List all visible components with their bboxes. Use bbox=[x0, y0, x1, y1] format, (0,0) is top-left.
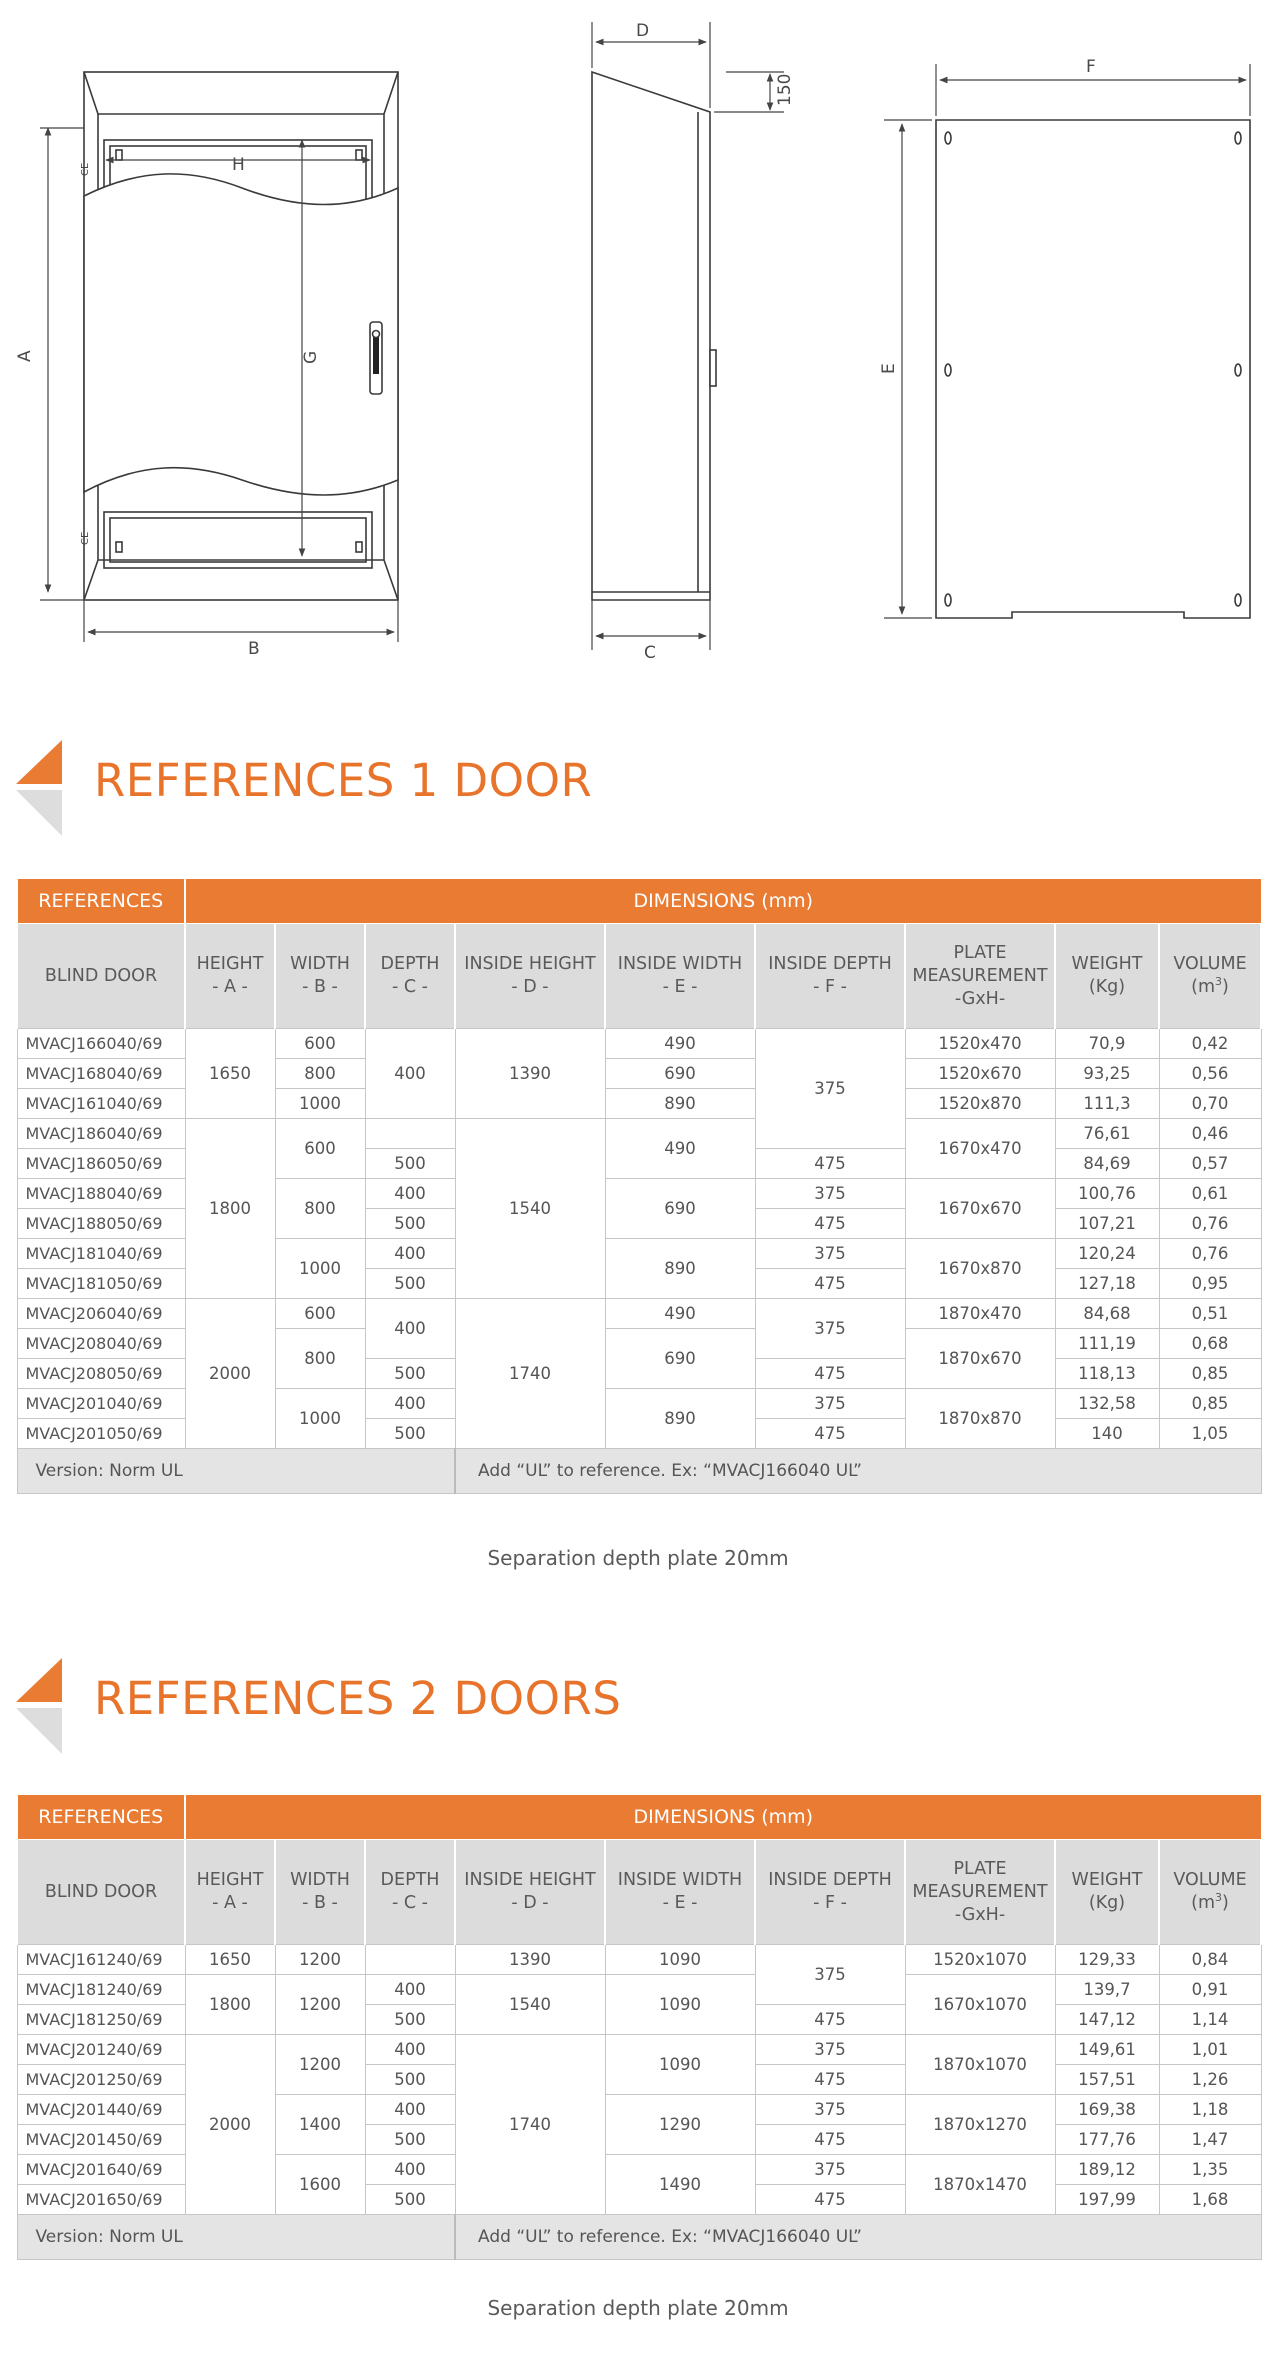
depth-cell: 400 bbox=[365, 1179, 455, 1209]
weight-cell: 107,21 bbox=[1055, 1209, 1159, 1239]
inside-depth-cell: 375 bbox=[755, 1029, 905, 1149]
weight-cell: 111,3 bbox=[1055, 1089, 1159, 1119]
width-cell: 1200 bbox=[275, 1975, 365, 2035]
depth-cell bbox=[365, 1119, 455, 1149]
plate-cell: 1870x1470 bbox=[905, 2155, 1055, 2215]
section-1-title: REFERENCES 1 DOOR bbox=[94, 754, 593, 807]
depth-cell: 500 bbox=[365, 2005, 455, 2035]
inside-height-cell: 1390 bbox=[455, 1945, 605, 1975]
dim-label-g: G bbox=[301, 350, 321, 364]
inside-depth-cell: 375 bbox=[755, 2035, 905, 2065]
inside-depth-cell: 475 bbox=[755, 1269, 905, 1299]
table-row bbox=[17, 1029, 1261, 1059]
dim-label-h: H bbox=[232, 155, 245, 175]
inside-depth-cell: 475 bbox=[755, 2185, 905, 2215]
dim-label-c: C bbox=[644, 643, 656, 663]
inside-width-cell: 1090 bbox=[605, 2035, 755, 2095]
width-cell: 1000 bbox=[275, 1239, 365, 1299]
inside-depth-cell: 375 bbox=[755, 2155, 905, 2185]
volume-cell: 0,76 bbox=[1159, 1209, 1261, 1239]
column-header: DEPTH - C - bbox=[365, 1840, 455, 1945]
depth-cell: 500 bbox=[365, 1419, 455, 1449]
svg-text:CE: CE bbox=[80, 162, 91, 176]
reference-cell: MVACJ188050/69 bbox=[17, 1209, 185, 1239]
weight-cell: 149,61 bbox=[1055, 2035, 1159, 2065]
reference-cell: MVACJ201040/69 bbox=[17, 1389, 185, 1419]
plate-cell: 1520x870 bbox=[905, 1089, 1055, 1119]
dim-label-150: 150 bbox=[775, 73, 795, 106]
weight-cell: 147,12 bbox=[1055, 2005, 1159, 2035]
weight-cell: 197,99 bbox=[1055, 2185, 1159, 2215]
inside-depth-cell: 475 bbox=[755, 2005, 905, 2035]
volume-cell: 0,95 bbox=[1159, 1269, 1261, 1299]
plate-cell: 1670x470 bbox=[905, 1119, 1055, 1179]
volume-cell: 1,14 bbox=[1159, 2005, 1261, 2035]
column-header: WIDTH - B - bbox=[275, 1840, 365, 1945]
table-column-header-row bbox=[17, 1840, 1261, 1945]
height-cell: 1650 bbox=[185, 1029, 275, 1119]
volume-cell: 1,01 bbox=[1159, 2035, 1261, 2065]
plate-cell: 1670x670 bbox=[905, 1179, 1055, 1239]
table-footer-row bbox=[17, 1449, 1261, 1494]
inside-depth-cell: 375 bbox=[755, 1299, 905, 1359]
table-column-header-row bbox=[17, 924, 1261, 1029]
separation-note-2: Separation depth plate 20mm bbox=[487, 2296, 789, 2320]
dim-label-e: E bbox=[879, 363, 899, 374]
dimensions-header-cell: DIMENSIONS (mm) bbox=[185, 1795, 1261, 1840]
inside-width-cell: 690 bbox=[605, 1329, 755, 1389]
weight-cell: 84,69 bbox=[1055, 1149, 1159, 1179]
reference-cell: MVACJ181050/69 bbox=[17, 1269, 185, 1299]
weight-cell: 118,13 bbox=[1055, 1359, 1159, 1389]
weight-cell: 100,76 bbox=[1055, 1179, 1159, 1209]
reference-cell: MVACJ201450/69 bbox=[17, 2125, 185, 2155]
table-row bbox=[17, 1975, 1261, 2005]
depth-cell: 400 bbox=[365, 1029, 455, 1119]
reference-cell: MVACJ188040/69 bbox=[17, 1179, 185, 1209]
weight-cell: 84,68 bbox=[1055, 1299, 1159, 1329]
inside-depth-cell: 375 bbox=[755, 1945, 905, 2005]
svg-text:CE: CE bbox=[80, 531, 91, 545]
weight-cell: 139,7 bbox=[1055, 1975, 1159, 2005]
width-cell: 1000 bbox=[275, 1089, 365, 1119]
column-header: INSIDE DEPTH - F - bbox=[755, 1840, 905, 1945]
inside-height-cell: 1390 bbox=[455, 1029, 605, 1119]
reference-cell: MVACJ181250/69 bbox=[17, 2005, 185, 2035]
inside-width-cell: 1490 bbox=[605, 2155, 755, 2215]
table-row bbox=[17, 2035, 1261, 2065]
inside-depth-cell: 475 bbox=[755, 1359, 905, 1389]
column-header: BLIND DOOR bbox=[17, 924, 185, 1029]
weight-cell: 93,25 bbox=[1055, 1059, 1159, 1089]
section-2-title: REFERENCES 2 DOORS bbox=[94, 1672, 622, 1725]
plate-cell: 1670x1070 bbox=[905, 1975, 1055, 2035]
width-cell: 1200 bbox=[275, 1945, 365, 1975]
reference-cell: MVACJ161240/69 bbox=[17, 1945, 185, 1975]
column-header: INSIDE WIDTH - E - bbox=[605, 1840, 755, 1945]
depth-cell: 500 bbox=[365, 2125, 455, 2155]
inside-width-cell: 690 bbox=[605, 1059, 755, 1089]
back-view-drawing bbox=[936, 120, 1250, 618]
depth-cell: 400 bbox=[365, 1299, 455, 1359]
width-cell: 1200 bbox=[275, 2035, 365, 2095]
dimensions-header-cell: DIMENSIONS (mm) bbox=[185, 879, 1261, 924]
height-cell: 1800 bbox=[185, 1975, 275, 2035]
reference-cell: MVACJ168040/69 bbox=[17, 1059, 185, 1089]
column-header: DEPTH - C - bbox=[365, 924, 455, 1029]
references-header-cell: REFERENCES bbox=[17, 1795, 185, 1840]
volume-cell: 0,84 bbox=[1159, 1945, 1261, 1975]
inside-height-cell: 1540 bbox=[455, 1975, 605, 2035]
depth-cell: 500 bbox=[365, 1209, 455, 1239]
plate-cell: 1520x1070 bbox=[905, 1945, 1055, 1975]
depth-cell: 400 bbox=[365, 1975, 455, 2005]
references-2-doors-table bbox=[16, 1794, 1262, 2260]
weight-cell: 129,33 bbox=[1055, 1945, 1159, 1975]
volume-cell: 0,42 bbox=[1159, 1029, 1261, 1059]
reference-cell: MVACJ201440/69 bbox=[17, 2095, 185, 2125]
inside-depth-cell: 375 bbox=[755, 1179, 905, 1209]
section-2-header bbox=[14, 1656, 714, 1756]
column-header: PLATE MEASUREMENT -GxH- bbox=[905, 924, 1055, 1029]
inside-depth-cell: 475 bbox=[755, 1419, 905, 1449]
volume-cell: 0,76 bbox=[1159, 1239, 1261, 1269]
volume-cell: 0,68 bbox=[1159, 1329, 1261, 1359]
depth-cell: 400 bbox=[365, 2035, 455, 2065]
column-header: BLIND DOOR bbox=[17, 1840, 185, 1945]
dim-label-d: D bbox=[636, 21, 650, 41]
width-cell: 600 bbox=[275, 1119, 365, 1179]
volume-cell: 0,61 bbox=[1159, 1179, 1261, 1209]
column-header: VOLUME $(m^3)$ bbox=[1159, 924, 1261, 1029]
inside-depth-cell: 475 bbox=[755, 2125, 905, 2155]
depth-cell: 500 bbox=[365, 1149, 455, 1179]
depth-cell: 500 bbox=[365, 2065, 455, 2095]
inside-width-cell: 1090 bbox=[605, 1975, 755, 2035]
volume-cell: 1,47 bbox=[1159, 2125, 1261, 2155]
width-cell: 800 bbox=[275, 1059, 365, 1089]
inside-width-cell: 890 bbox=[605, 1089, 755, 1119]
table-group-header bbox=[17, 879, 1261, 924]
weight-cell: 140 bbox=[1055, 1419, 1159, 1449]
volume-cell: 0,57 bbox=[1159, 1149, 1261, 1179]
volume-cell: 1,05 bbox=[1159, 1419, 1261, 1449]
ul-reference-note: Add “UL” to reference. Ex: “MVACJ166040 UL” bbox=[455, 2215, 1261, 2260]
reference-cell: MVACJ166040/69 bbox=[17, 1029, 185, 1059]
inside-height-cell: 1740 bbox=[455, 1299, 605, 1449]
table-row bbox=[17, 1945, 1261, 1975]
reference-cell: MVACJ201050/69 bbox=[17, 1419, 185, 1449]
inside-height-cell: 1540 bbox=[455, 1119, 605, 1299]
volume-cell: 0,91 bbox=[1159, 1975, 1261, 2005]
column-header: VOLUME $(m^3)$ bbox=[1159, 1840, 1261, 1945]
width-cell: 600 bbox=[275, 1029, 365, 1059]
plate-cell: 1870x470 bbox=[905, 1299, 1055, 1329]
inside-width-cell: 490 bbox=[605, 1119, 755, 1179]
height-cell: 1650 bbox=[185, 1945, 275, 1975]
reference-cell: MVACJ206040/69 bbox=[17, 1299, 185, 1329]
inside-width-cell: 890 bbox=[605, 1239, 755, 1299]
column-header: INSIDE WIDTH - E - bbox=[605, 924, 755, 1029]
weight-cell: 70,9 bbox=[1055, 1029, 1159, 1059]
inside-width-cell: 490 bbox=[605, 1029, 755, 1059]
column-header: WEIGHT (Kg) bbox=[1055, 924, 1159, 1029]
volume-cell: 0,46 bbox=[1159, 1119, 1261, 1149]
width-cell: 1600 bbox=[275, 2155, 365, 2215]
inside-width-cell: 1290 bbox=[605, 2095, 755, 2155]
column-header: INSIDE HEIGHT - D - bbox=[455, 924, 605, 1029]
weight-cell: 157,51 bbox=[1055, 2065, 1159, 2095]
reference-cell: MVACJ201250/69 bbox=[17, 2065, 185, 2095]
column-header: PLATE MEASUREMENT -GxH- bbox=[905, 1840, 1055, 1945]
inside-width-cell: 490 bbox=[605, 1299, 755, 1329]
inside-depth-cell: 475 bbox=[755, 1149, 905, 1179]
dim-label-b: B bbox=[248, 639, 260, 659]
weight-cell: 189,12 bbox=[1055, 2155, 1159, 2185]
column-header: HEIGHT - A - bbox=[185, 1840, 275, 1945]
section-2-triangle-icon bbox=[14, 1656, 64, 1756]
depth-cell: 500 bbox=[365, 2185, 455, 2215]
reference-cell: MVACJ186050/69 bbox=[17, 1149, 185, 1179]
weight-cell: 169,38 bbox=[1055, 2095, 1159, 2125]
reference-cell: MVACJ208050/69 bbox=[17, 1359, 185, 1389]
reference-cell: MVACJ201640/69 bbox=[17, 2155, 185, 2185]
inside-width-cell: 690 bbox=[605, 1179, 755, 1239]
volume-cell: 0,70 bbox=[1159, 1089, 1261, 1119]
inside-depth-cell: 375 bbox=[755, 1239, 905, 1269]
weight-cell: 111,19 bbox=[1055, 1329, 1159, 1359]
inside-height-cell: 1740 bbox=[455, 2035, 605, 2215]
references-header-cell: REFERENCES bbox=[17, 879, 185, 924]
section-1-header bbox=[14, 738, 714, 838]
version-note: Version: Norm UL bbox=[17, 2215, 455, 2260]
width-cell: 800 bbox=[275, 1329, 365, 1389]
volume-cell: 1,18 bbox=[1159, 2095, 1261, 2125]
plate-cell: 1870x1270 bbox=[905, 2095, 1055, 2155]
table-footer-row bbox=[17, 2215, 1261, 2260]
separation-note-1: Separation depth plate 20mm bbox=[487, 1546, 789, 1570]
table-row bbox=[17, 1299, 1261, 1329]
inside-depth-cell: 375 bbox=[755, 2095, 905, 2125]
reference-cell: MVACJ186040/69 bbox=[17, 1119, 185, 1149]
weight-cell: 132,58 bbox=[1055, 1389, 1159, 1419]
inside-depth-cell: 375 bbox=[755, 1389, 905, 1419]
side-view-drawing bbox=[592, 72, 716, 600]
dim-label-f: F bbox=[1086, 57, 1096, 77]
volume-cell: 1,68 bbox=[1159, 2185, 1261, 2215]
weight-cell: 76,61 bbox=[1055, 1119, 1159, 1149]
width-cell: 1000 bbox=[275, 1389, 365, 1449]
column-header: INSIDE HEIGHT - D - bbox=[455, 1840, 605, 1945]
inside-depth-cell: 475 bbox=[755, 2065, 905, 2095]
width-cell: 600 bbox=[275, 1299, 365, 1329]
reference-cell: MVACJ201650/69 bbox=[17, 2185, 185, 2215]
front-view-drawing bbox=[80, 72, 398, 600]
height-cell: 1800 bbox=[185, 1119, 275, 1299]
technical-drawings bbox=[0, 0, 1276, 680]
volume-cell: 0,51 bbox=[1159, 1299, 1261, 1329]
volume-cell: 0,56 bbox=[1159, 1059, 1261, 1089]
column-header: WIDTH - B - bbox=[275, 924, 365, 1029]
weight-cell: 177,76 bbox=[1055, 2125, 1159, 2155]
reference-cell: MVACJ161040/69 bbox=[17, 1089, 185, 1119]
table-group-header bbox=[17, 1795, 1261, 1840]
depth-cell: 500 bbox=[365, 1359, 455, 1389]
ul-reference-note: Add “UL” to reference. Ex: “MVACJ166040 UL” bbox=[455, 1449, 1261, 1494]
inside-depth-cell: 475 bbox=[755, 1209, 905, 1239]
reference-cell: MVACJ208040/69 bbox=[17, 1329, 185, 1359]
plate-cell: 1520x670 bbox=[905, 1059, 1055, 1089]
column-header: HEIGHT - A - bbox=[185, 924, 275, 1029]
plate-cell: 1670x870 bbox=[905, 1239, 1055, 1299]
reference-cell: MVACJ181240/69 bbox=[17, 1975, 185, 2005]
weight-cell: 120,24 bbox=[1055, 1239, 1159, 1269]
dim-label-a: A bbox=[15, 350, 35, 362]
width-cell: 1400 bbox=[275, 2095, 365, 2155]
column-header: INSIDE DEPTH - F - bbox=[755, 924, 905, 1029]
weight-cell: 127,18 bbox=[1055, 1269, 1159, 1299]
height-cell: 2000 bbox=[185, 2035, 275, 2215]
version-note: Version: Norm UL bbox=[17, 1449, 455, 1494]
plate-cell: 1870x870 bbox=[905, 1389, 1055, 1449]
reference-cell: MVACJ201240/69 bbox=[17, 2035, 185, 2065]
depth-cell bbox=[365, 1945, 455, 1975]
reference-cell: MVACJ181040/69 bbox=[17, 1239, 185, 1269]
depth-cell: 400 bbox=[365, 2155, 455, 2185]
section-1-triangle-icon bbox=[14, 738, 64, 838]
volume-cell: 0,85 bbox=[1159, 1389, 1261, 1419]
plate-cell: 1870x1070 bbox=[905, 2035, 1055, 2095]
volume-cell: 1,35 bbox=[1159, 2155, 1261, 2185]
depth-cell: 400 bbox=[365, 2095, 455, 2125]
volume-cell: 0,85 bbox=[1159, 1359, 1261, 1389]
depth-cell: 400 bbox=[365, 1389, 455, 1419]
column-header: WEIGHT (Kg) bbox=[1055, 1840, 1159, 1945]
plate-cell: 1870x670 bbox=[905, 1329, 1055, 1389]
plate-cell: 1520x470 bbox=[905, 1029, 1055, 1059]
inside-width-cell: 890 bbox=[605, 1389, 755, 1449]
width-cell: 800 bbox=[275, 1179, 365, 1239]
volume-cell: 1,26 bbox=[1159, 2065, 1261, 2095]
depth-cell: 500 bbox=[365, 1269, 455, 1299]
height-cell: 2000 bbox=[185, 1299, 275, 1449]
table-row bbox=[17, 1119, 1261, 1149]
depth-cell: 400 bbox=[365, 1239, 455, 1269]
inside-width-cell: 1090 bbox=[605, 1945, 755, 1975]
references-1-door-table bbox=[16, 878, 1262, 1494]
